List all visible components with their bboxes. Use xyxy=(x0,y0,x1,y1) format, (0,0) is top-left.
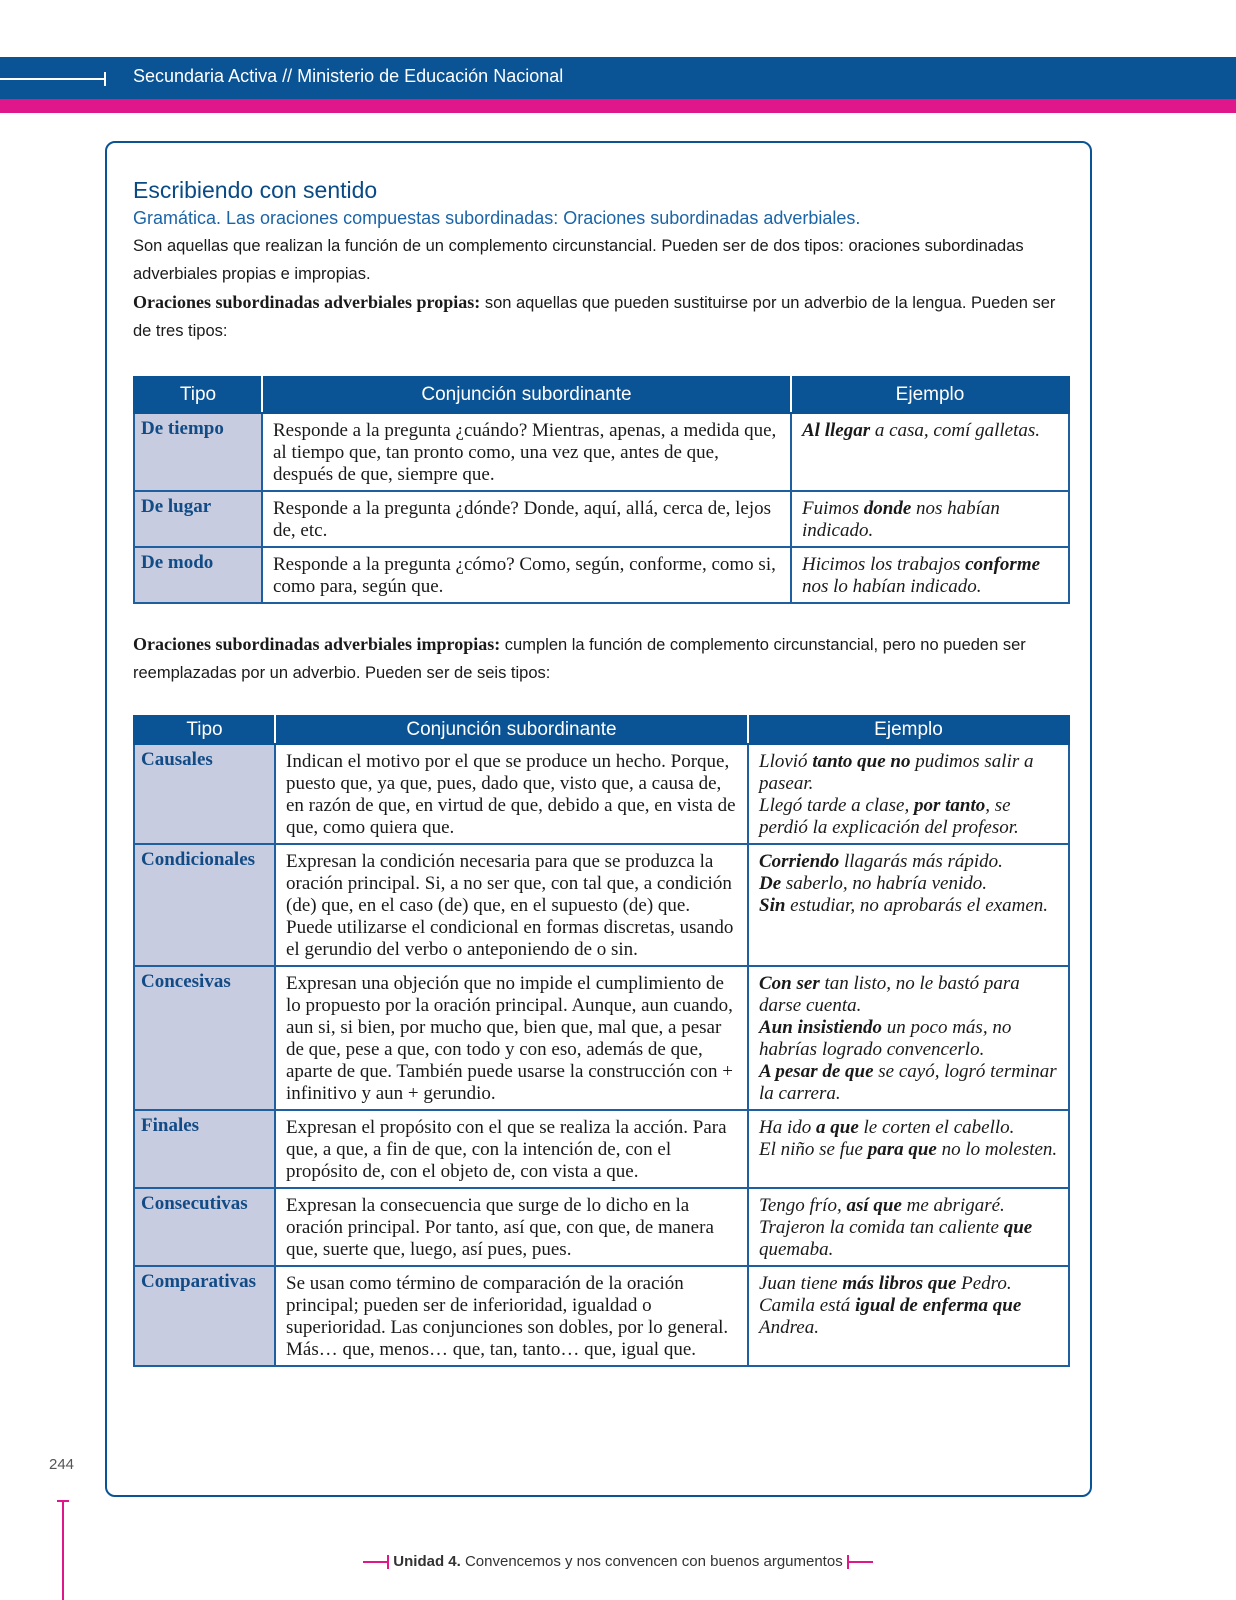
table-row xyxy=(134,966,1069,1110)
col-header-conjuncion: Conjunción subordinante xyxy=(275,716,748,744)
cell-conjuncion: Responde a la pregunta ¿cómo? Como, según, conforme, como si, como para, según que. xyxy=(262,547,791,603)
example-text: Camila está xyxy=(759,1295,856,1316)
cell-conjuncion: Responde a la pregunta ¿dónde? Donde, aquí, allá, cerca de, lejos de, etc. xyxy=(262,491,791,547)
example-keyword: Aun insistiendo xyxy=(759,1017,883,1038)
cell-ejemplo xyxy=(791,491,1069,547)
page-margin-mark xyxy=(62,1500,64,1600)
example-keyword: De xyxy=(759,873,782,894)
example-text: tan listo, no le bastó para darse cuenta. xyxy=(759,973,1020,1016)
propias-table xyxy=(133,376,1070,604)
footer-unit: Unidad 4. xyxy=(393,1553,461,1570)
cell-conjuncion: Responde a la pregunta ¿cuándo? Mientras, apenas, a medida que, al tiempo que, tan pronto como, una vez que, antes de que, después de que, siempre que. xyxy=(262,413,791,491)
table-row xyxy=(134,744,1069,844)
example-text: pudimos salir a pasear. xyxy=(759,751,1034,794)
cell-ejemplo xyxy=(791,413,1069,491)
footer-bar-right xyxy=(847,1561,873,1563)
example-text: no lo molesten. xyxy=(936,1139,1058,1160)
footer-text: Convencemos y nos convencen con buenos argumentos xyxy=(460,1553,843,1570)
cell-ejemplo xyxy=(748,966,1069,1110)
cell-tipo: Finales xyxy=(134,1110,275,1188)
example-text: se cayó, logró terminar la carrera. xyxy=(759,1061,1057,1104)
example-text: , se perdió la explicación del profesor. xyxy=(759,795,1019,838)
table-row xyxy=(134,1266,1069,1366)
cell-tipo: Comparativas xyxy=(134,1266,275,1366)
example-keyword: por tanto xyxy=(913,795,986,816)
cell-ejemplo xyxy=(748,1110,1069,1188)
example-text: Ha ido xyxy=(759,1117,816,1138)
example-keyword: tanto que no xyxy=(812,751,911,772)
example-keyword: conforme xyxy=(965,554,1041,575)
example-text: llagarás más rápido. xyxy=(839,851,1003,872)
footer xyxy=(0,1553,1236,1570)
cell-conjuncion: Expresan el propósito con el que se realiza la acción. Para que, a que, a fin de que, con la intención de, con el propósito de, con el objeto de, con vista a que. xyxy=(275,1110,748,1188)
impropias-table xyxy=(133,715,1070,1367)
col-header-ejemplo: Ejemplo xyxy=(748,716,1069,744)
col-header-conjuncion: Conjunción subordinante xyxy=(262,377,791,413)
propias-paragraph xyxy=(133,288,1068,345)
example-keyword: Al llegar xyxy=(802,420,871,441)
page-number: 244 xyxy=(49,1456,75,1473)
example-keyword: igual de enferma que xyxy=(855,1295,1022,1316)
table-row xyxy=(134,1110,1069,1188)
cell-tipo: Causales xyxy=(134,744,275,844)
table-row xyxy=(134,844,1069,966)
example-keyword: para que xyxy=(867,1139,937,1160)
table-row xyxy=(134,547,1069,603)
example-text: Tengo frío, xyxy=(759,1195,847,1216)
table-header-row xyxy=(134,716,1069,744)
example-text: estudiar, no aprobarás el examen. xyxy=(785,895,1049,916)
propias-lead: Oraciones subordinadas adverbiales propias: xyxy=(133,292,481,312)
col-header-tipo: Tipo xyxy=(134,716,275,744)
example-text: le corten el cabello. xyxy=(858,1117,1015,1138)
propias-text: son aquellas que pueden sustituirse por un adverbio de la lengua. Pueden ser de tres tipos: xyxy=(133,294,1056,340)
cell-ejemplo xyxy=(748,744,1069,844)
example-text: Hicimos los trabajos xyxy=(802,554,966,575)
cell-tipo: De lugar xyxy=(134,491,262,547)
example-keyword: más libros que xyxy=(842,1273,957,1294)
table-row xyxy=(134,413,1069,491)
example-text: Andrea. xyxy=(759,1317,819,1338)
cell-tipo: Condicionales xyxy=(134,844,275,966)
cell-conjuncion: Expresan la consecuencia que surge de lo dicho en la oración principal. Por tanto, así que, con que, de manera que, suerte que, luego, así pues, pues. xyxy=(275,1188,748,1266)
col-header-tipo: Tipo xyxy=(134,377,262,413)
example-keyword: a que xyxy=(816,1117,859,1138)
table-header-row xyxy=(134,377,1069,413)
cell-tipo: De modo xyxy=(134,547,262,603)
example-text: nos habían indicado. xyxy=(802,498,1000,541)
example-text: Juan tiene xyxy=(759,1273,843,1294)
example-text: Trajeron la comida tan caliente xyxy=(759,1217,1004,1238)
cell-conjuncion: Se usan como término de comparación de la oración principal; pueden ser de inferioridad, igualdad o superioridad. Las conjunciones son dobles, por lo general. Más… que, menos… que, tan, tanto… que, igual que. xyxy=(275,1266,748,1366)
cell-ejemplo xyxy=(748,1188,1069,1266)
cell-ejemplo xyxy=(748,844,1069,966)
col-header-ejemplo: Ejemplo xyxy=(791,377,1069,413)
cell-ejemplo xyxy=(748,1266,1069,1366)
example-keyword: así que xyxy=(846,1195,902,1216)
cell-conjuncion: Expresan la condición necesaria para que se produzca la oración principal. Si, a no ser que, con tal que, a condición (de) que, en el caso (de) que, en el supuesto (de) que. Puede utilizarse el condicional en formas discretas, usando el gerundio del verbo o anteponiendo de o sin. xyxy=(275,844,748,966)
impropias-paragraph xyxy=(133,630,1068,687)
example-keyword: A pesar de que xyxy=(759,1061,874,1082)
header-title: Secundaria Activa // Ministerio de Educación Nacional xyxy=(133,66,564,86)
section-title: Escribiendo con sentido xyxy=(133,177,378,203)
cell-ejemplo xyxy=(791,547,1069,603)
example-text: Llegó tarde a clase, xyxy=(759,795,914,816)
header-accent-stripe xyxy=(0,99,1236,113)
example-text: Llovió xyxy=(759,751,813,772)
table-row xyxy=(134,1188,1069,1266)
cell-tipo: De tiempo xyxy=(134,413,262,491)
example-text: nos lo habían indicado. xyxy=(802,576,982,597)
example-keyword: Con ser xyxy=(759,973,820,994)
example-text: me abrigaré. xyxy=(901,1195,1005,1216)
example-keyword: donde xyxy=(863,498,912,519)
section-subtitle: Gramática. Las oraciones compuestas subordinadas: Oraciones subordinadas adverbiales. xyxy=(133,208,861,228)
table-row xyxy=(134,491,1069,547)
example-text: El niño se fue xyxy=(759,1139,868,1160)
example-text: saberlo, no habría venido. xyxy=(781,873,987,894)
example-keyword: Corriendo xyxy=(759,851,840,872)
example-keyword: Sin xyxy=(759,895,786,916)
impropias-lead: Oraciones subordinadas adverbiales impropias: xyxy=(133,634,501,654)
example-text: Pedro. xyxy=(956,1273,1012,1294)
example-keyword: que xyxy=(1003,1217,1033,1238)
intro-paragraph: Son aquellas que realizan la función de un complemento circunstancial. Pueden ser de dos tipos: oraciones subordinadas adverbiales propias e impropias. xyxy=(133,237,1024,283)
cell-tipo: Concesivas xyxy=(134,966,275,1110)
header-tick xyxy=(104,72,106,86)
example-text: Fuimos xyxy=(802,498,864,519)
cell-conjuncion: Expresan una objeción que no impide el cumplimiento de lo propuesto por la oración principal. Aunque, aun cuando, aun si, si bien, por mucho que, bien que, mal que, a pesar de que, pese a que, con todo y con eso, además de que, aparte de que. También puede usarse la construcción con + infinitivo y aun + gerundio. xyxy=(275,966,748,1110)
page-margin-mark-top xyxy=(57,1500,69,1502)
footer-bar-left xyxy=(363,1561,389,1563)
example-text: un poco más, no habrías logrado convencerlo. xyxy=(759,1017,1012,1060)
example-text: quemaba. xyxy=(759,1239,834,1260)
header-rule xyxy=(0,78,104,80)
cell-conjuncion: Indican el motivo por el que se produce un hecho. Porque, puesto que, ya que, pues, dado que, visto que, a causa de, en razón de que, en virtud de que, debido a que, en vista de que, como quiera que. xyxy=(275,744,748,844)
impropias-text: cumplen la función de complemento circunstancial, pero no pueden ser reemplazadas por un adverbio. Pueden ser de seis tipos: xyxy=(133,636,1026,682)
cell-tipo: Consecutivas xyxy=(134,1188,275,1266)
example-text: a casa, comí galletas. xyxy=(870,420,1041,441)
